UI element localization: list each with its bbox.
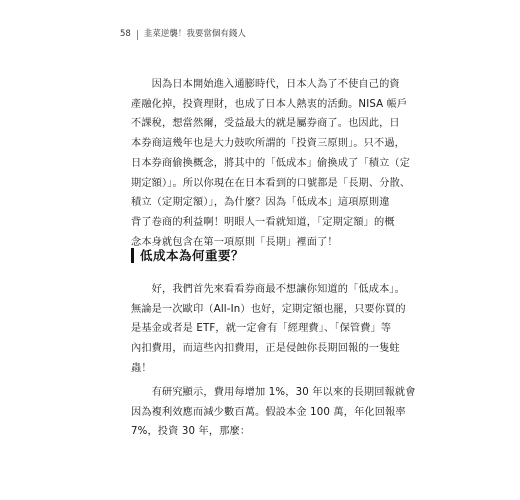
text-line: 本券商這幾年也是大力鼓吹所謂的「投資三原則」。只不過， (131, 138, 406, 150)
text-line: 7%，投資 30 年，那麼： (131, 426, 251, 438)
text-line: 積立（定期定額）」，為什麼？因為「低成本」這項原則違 (131, 197, 390, 209)
text-line: 不課稅，想當然爾，受益最大的就是屬券商了。也因此，日 (131, 118, 400, 130)
section-heading-text: 低成本為何重要？ (140, 248, 245, 263)
text-line: 因為日本開始進入通膨時代，日本人為了不使自己的資 (131, 79, 400, 90)
text-line: 好，我們首先來看看券商最不想讓你知道的「低成本」。 (131, 284, 406, 295)
text-line: 日本券商偷換概念，將其中的「低成本」偷換成了「積立（定 (131, 157, 411, 169)
text-line: 無論是一次歐印（All-In）也好，定期定額也罷，只要你買的 (131, 303, 406, 315)
book-title: 韭菜逆襲！我要當個有錢人 (143, 29, 246, 39)
text-line: 因為複利效應而減少數百萬。假設本金 100 萬，年化回報率 (131, 406, 406, 418)
running-header (120, 29, 246, 40)
paragraph-1 (131, 75, 411, 252)
text-line: 念本身就包含在第一項原則「長期」裡面了！ (131, 236, 338, 248)
page-number: 58 (120, 29, 131, 39)
text-line: 有研究顯示，費用每增加 1%，30 年以來的長期回報就會 (131, 387, 416, 398)
header-divider (137, 30, 138, 40)
text-line: 內扣費用，而這些內扣費用，正是侵蝕你長期回報的一隻蛀 (131, 343, 400, 355)
text-line: 是基金或者是 ETF，就一定會有「經理費」、「保管費」等 (131, 323, 392, 335)
text-line: 產融化掉，投資理財，也成了日本人熱衷的活動。NISA 帳戶 (131, 98, 408, 110)
text-line: 背了卷商的利益啊！明眼人一看就知道，「定期定額」的概 (131, 216, 395, 228)
section-heading (131, 246, 244, 264)
paragraph-3 (131, 383, 416, 442)
text-line: 期定額）」。所以你現在在日本看到的口號都是「長期、分散、 (131, 177, 411, 189)
paragraph-2 (131, 280, 406, 379)
heading-bar (131, 248, 134, 263)
text-line: 蟲！ (131, 362, 152, 374)
